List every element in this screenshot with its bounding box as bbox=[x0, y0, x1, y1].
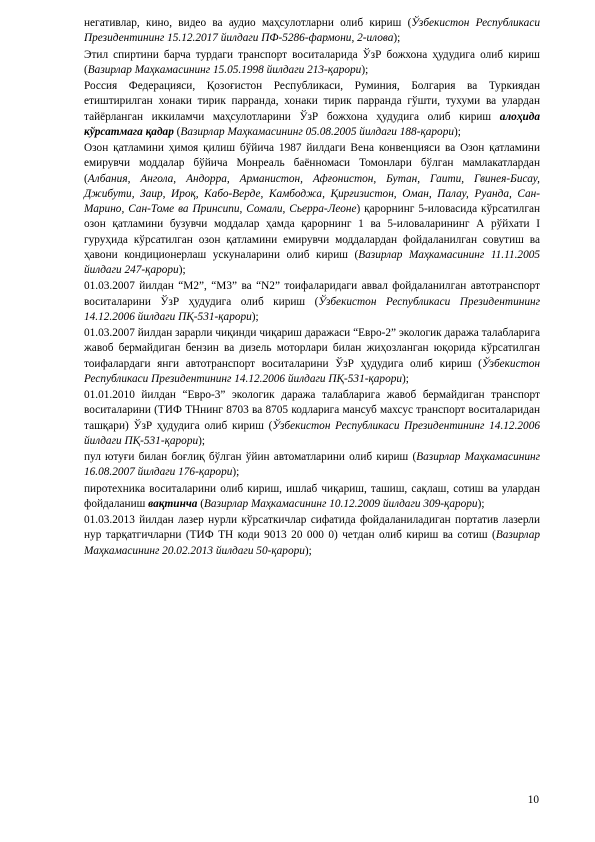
document-page bbox=[84, 16, 540, 559]
paragraph-text: ); bbox=[198, 434, 206, 447]
legal-reference: Ўзбекистон Республикаси Президентининг 14.12.2006 йилдаги ПҚ-531-қарори bbox=[84, 419, 540, 447]
paragraph-text: пиротехника воситаларини олиб кириш, ишлаб чиқариш, ташиш, сақлаш, сотиш ва улардан фойдаланиш bbox=[84, 482, 540, 510]
paragraph-pyrotechnics bbox=[84, 482, 540, 513]
legal-reference: Ўзбекистон Республикаси Президентининг 14.12.2006 йилдаги ПҚ-531-қарори bbox=[84, 357, 540, 385]
paragraph-film-import bbox=[84, 16, 540, 47]
paragraph-text: ); bbox=[393, 32, 401, 45]
paragraph-text: ); bbox=[178, 264, 186, 276]
legal-reference: Ўзбекистон Республикаси Президентининг 15.12.2017 йилдаги ПФ-5286-фармони, 2-илова bbox=[84, 17, 540, 45]
legal-reference: Вазирлар Маҳкамасининг 05.08.2005 йилдаги 188-қарори bbox=[180, 125, 454, 138]
legal-reference: Вазирлар Маҳкамасининг 20.02.2013 йилдаги 50-қарори bbox=[84, 529, 540, 557]
paragraph-gambling-machines bbox=[84, 450, 540, 481]
page-number: 10 bbox=[527, 794, 539, 806]
legal-reference: Ўзбекистон Республикаси Президентининг 14.12.2006 йилдаги ПҚ-531-қарори bbox=[84, 295, 540, 323]
paragraph-text: 01.03.2013 йилдан лазер нурли кўрсаткичлар сифатида фойдаланиладиган портатив лазерли нур тарқатгичларни (ТИФ ТН коди 9013 20 000 0) четдан олиб кириш ва сотиш ( bbox=[84, 514, 540, 542]
paragraph-text: ); bbox=[361, 63, 369, 76]
paragraph-text: Россия Федерацияси, Қозоғистон Республикаси, Руминия, Болгария ва Туркиядан етиштирилган хонаки тирик парранда, хонаки тирик парранда гўшти, тухуми ва улардан тайёрланган иккиламчи маҳсулотларини ЎзР божхона ҳудудига олиб кириш bbox=[84, 80, 540, 123]
paragraph-euro2-vehicles bbox=[84, 326, 540, 387]
paragraph-text: ); bbox=[477, 497, 485, 510]
paragraph-text: пул ютуғи билан боғлиқ бўлган ўйин автоматларини олиб кириш ( bbox=[84, 451, 417, 463]
paragraph-text: 01.01.2010 йилдан “Евро-3” экологик даража талабларига жавоб бермайдиган транспорт воситаларини (ТИФ ТНнинг 8703 ва 8705 кодларига мансуб махсус транспорт воситаларидан ташқари) ЎзР ҳудудига олиб кириш ( bbox=[84, 389, 540, 432]
paragraph-ozone-layer bbox=[84, 141, 540, 278]
paragraph-text: ); bbox=[251, 310, 259, 323]
paragraph-text: ) қарорнинг 5-иловасида кўрсатилган озон қатламини бузувчи моддалар ҳамда қарорнинг 1 ва 5-иловаларининг А рўйхати I гуруҳида кўрсатилган озон қатламини емирувчи моддалардан фойдаланилган совутиш ва ҳавони кондиционерлаш ускуналарини олиб кириш ( bbox=[84, 203, 541, 261]
legal-reference: Вазирлар Маҳкамасининг 16.08.2007 йилдаги 176-қарори bbox=[84, 451, 541, 479]
emphasis-text: алоҳида кўрсатмага қадар bbox=[84, 110, 540, 138]
legal-reference: Вазирлар Маҳкамасининг 15.05.1998 йилдаги 213-қарори bbox=[87, 63, 362, 76]
legal-reference: Вазирлар Маҳкамасининг 10.12.2009 йилдаги 309-қарори bbox=[204, 497, 478, 510]
paragraph-text: Этил спиртини барча турдаги транспорт воситаларида ЎзР божхона ҳудудига олиб кириш ( bbox=[84, 48, 540, 76]
paragraph-text: 01.03.2007 йилдан “М2”, “М3” ва “N2” тоифаларидаги аввал фойдаланилган автотранспорт воситаларини ЎзР ҳудудига олиб кириш ( bbox=[84, 280, 540, 308]
paragraph-poultry-import bbox=[84, 79, 540, 140]
emphasis-text: вақтинча bbox=[148, 497, 198, 510]
country-list: Албания, Ангола, Андорра, Арманистон, Афғонистон, Бутан, Гаити, Гвинея-Бисау, Джибути, Заир, Ироқ, Кабо-Верде, Камбоджа, Қирғизистон, Оман, Палау, Руанда, Сан-Марино, Сан-Томе ва Принсипи, Сомали, Сьерра-Леоне bbox=[84, 172, 540, 215]
paragraph-laser-pointers bbox=[84, 513, 540, 559]
paragraph-text: Озон қатламини ҳимоя қилиш бўйича 1987 йилдаги Вена конвенцияси ва Озон қатламини емирувчи моддалар бўйича Монреаль баённомаси Томонлари бўлган мамлакатлардан ( bbox=[84, 142, 540, 185]
paragraph-text: негативлар, кино, видео ва аудио маҳсулотларни олиб кириш ( bbox=[84, 17, 412, 29]
paragraph-text: ); bbox=[232, 466, 240, 479]
paragraph-text: ( bbox=[173, 125, 181, 138]
paragraph-text: 01.03.2007 йилдан зарарли чиқинди чиқариш даражаси “Евро-2” экологик даража талабларига жавоб бермайдиган бензин ва дизель моторлари билан жиҳозланган юқорида кўрсатилган тоифалардаги янги автотранспорт воситаларини ЎзР ҳудудига олиб кириш ( bbox=[84, 327, 540, 370]
paragraph-text: ); bbox=[402, 372, 409, 385]
paragraph-euro3-vehicles bbox=[84, 388, 540, 449]
paragraph-text: ); bbox=[454, 125, 461, 138]
legal-reference: Вазирлар Маҳкамасининг 11.11.2005 йилдаги 247-қарори bbox=[84, 248, 541, 276]
paragraph-text: ); bbox=[304, 544, 312, 557]
paragraph-used-vehicles bbox=[84, 279, 540, 325]
paragraph-text: ( bbox=[197, 497, 205, 510]
paragraph-ethyl-alcohol bbox=[84, 48, 540, 79]
